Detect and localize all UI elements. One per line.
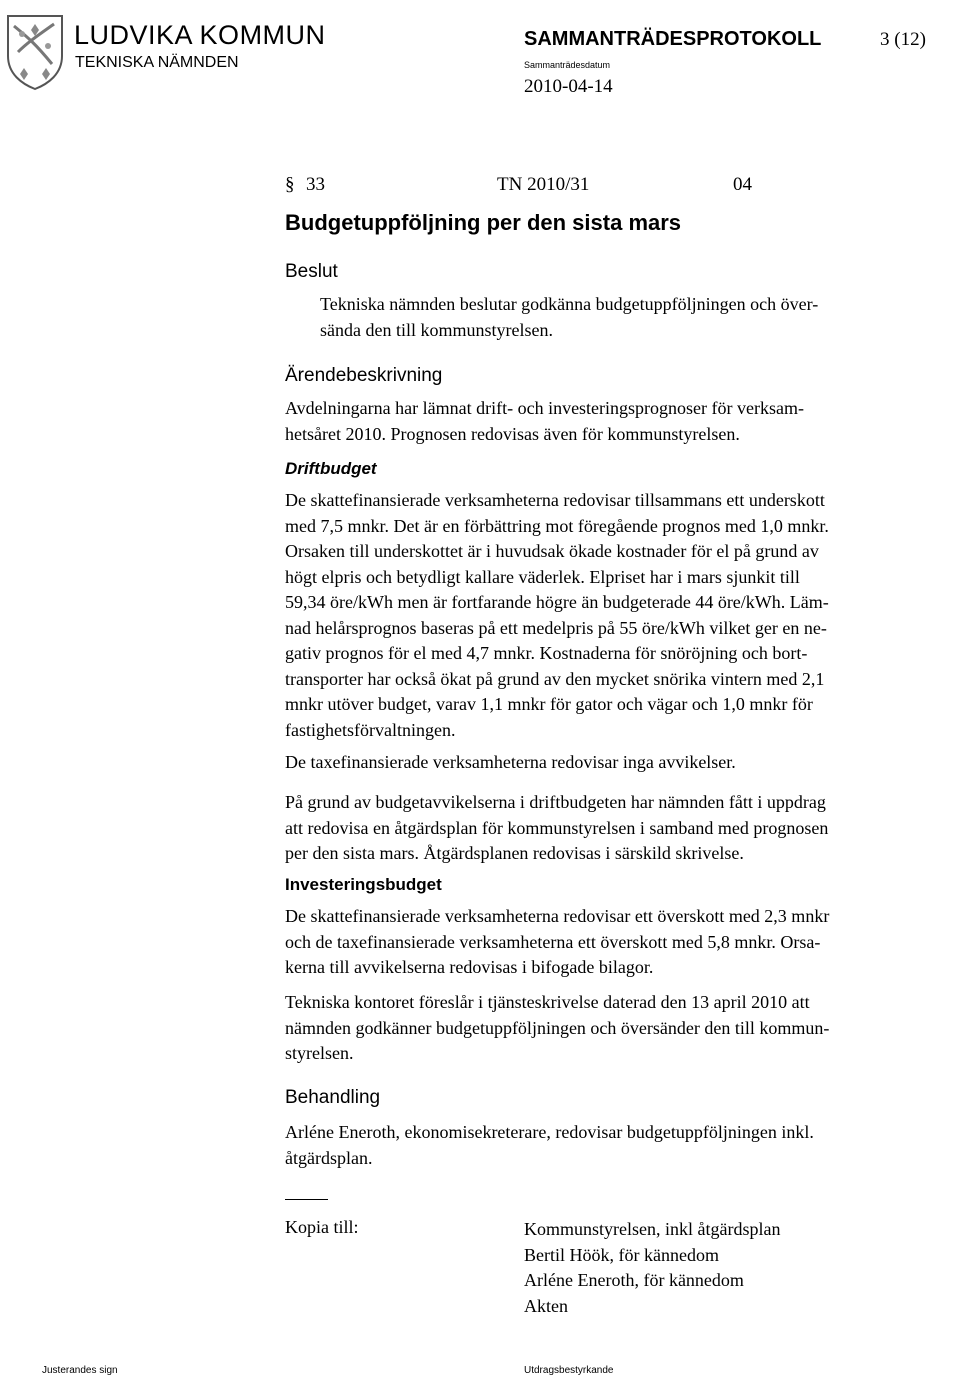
footer-extract-label: Utdragsbestyrkande [524, 1365, 614, 1376]
page-number: 3 (12) [880, 29, 926, 50]
investeringsbudget-paragraph-1 [285, 904, 829, 981]
item-number: 33 [306, 174, 325, 195]
item-reference: TN 2010/31 [497, 174, 590, 195]
list-item: Bertil Höök, för kännedom [524, 1244, 719, 1265]
text-line: styrelsen. [285, 1043, 354, 1063]
investeringsbudget-heading: Investeringsbudget [285, 875, 442, 894]
text-line: De skattefinansierade verksamheterna redovisar ett överskott med 2,3 mnkr [285, 906, 830, 926]
paragraph-sign: § [285, 174, 295, 195]
arende-text [285, 396, 804, 447]
text-line: 59,34 öre/kWh men är fortfarande högre än budgeterade 44 öre/kWh. Läm- [285, 592, 829, 612]
text-line: Avdelningarna har lämnat drift- och investeringsprognoser för verksam- [285, 398, 804, 418]
text-line: De taxefinansierade verksamheterna redovisar inga avvikelser. [285, 752, 736, 772]
text-line: med 7,5 mnkr. Det är en förbättring mot föregående prognos med 1,0 mnkr. [285, 515, 829, 536]
copy-label: Kopia till: [285, 1217, 359, 1237]
text-line: hetsåret 2010. Prognosen redovisas även för kommunstyrelsen. [285, 423, 740, 444]
text-line: nad helårsprognos baseras på ett medelpris på 55 öre/kWh vilket ger en ne- [285, 617, 827, 638]
org-name: LUDVIKA KOMMUN [74, 20, 326, 50]
item-title: Budgetuppföljning per den sista mars [285, 210, 682, 235]
driftbudget-paragraph-2 [285, 750, 736, 776]
item-code: 04 [733, 174, 752, 195]
beslut-text [320, 292, 818, 343]
text-line: fastighetsförvaltningen. [285, 719, 456, 740]
text-line: Arléne Eneroth, ekonomisekreterare, redovisar budgetuppföljningen inkl. [285, 1122, 814, 1142]
arende-heading: Ärendebeskrivning [285, 365, 443, 386]
copy-recipients [524, 1217, 780, 1319]
list-item: Arléne Eneroth, för kännedom [524, 1270, 744, 1290]
beslut-heading: Beslut [285, 261, 338, 282]
text-line: gativ prognos för el med 4,7 mnkr. Kostnaderna för snöröjning och bort- [285, 643, 808, 663]
coat-of-arms-icon [4, 12, 66, 92]
text-line: sända den till kommunstyrelsen. [320, 319, 553, 340]
text-line: nämnden godkänner budgetuppföljningen och översänder den till kommun- [285, 1017, 830, 1038]
document-title: SAMMANTRÄDESPROTOKOLL [524, 28, 822, 50]
text-line: På grund av budgetavvikelserna i driftbudgeten har nämnden fått i uppdrag [285, 792, 826, 812]
separator-line [285, 1199, 328, 1200]
behandling-text [285, 1120, 814, 1171]
text-line: åtgärdsplan. [285, 1147, 373, 1168]
driftbudget-paragraph-3 [285, 790, 828, 867]
text-line: kerna till avvikelserna redovisas i bifogade bilagor. [285, 957, 654, 977]
list-item: Kommunstyrelsen, inkl åtgärdsplan [524, 1219, 781, 1239]
driftbudget-paragraph-1 [285, 488, 829, 743]
behandling-heading: Behandling [285, 1087, 381, 1108]
text-line: att redovisa en åtgärdsplan för kommunstyrelsen i samband med prognosen [285, 817, 829, 838]
text-line: mnkr utöver budget, varav 1,1 mnkr för gator och vägar och 1,0 mnkr för [285, 694, 813, 714]
text-line: Tekniska nämnden beslutar godkänna budgetuppföljningen och över- [320, 294, 819, 314]
list-item: Akten [524, 1295, 568, 1316]
text-line: Orsaken till underskottet är i huvudsak ökade kostnader för el på grund av [285, 541, 819, 561]
text-line: transporter har också ökat på grund av den mycket snörika vintern med 2,1 [285, 668, 825, 689]
text-line: De skattefinansierade verksamheterna redovisar tillsammans ett underskott [285, 490, 825, 510]
org-unit: TEKNISKA NÄMNDEN [75, 54, 239, 71]
text-line: per den sista mars. Åtgärdsplanen redovisas i särskild skrivelse. [285, 843, 744, 863]
investeringsbudget-paragraph-2 [285, 990, 829, 1067]
driftbudget-heading: Driftbudget [285, 459, 377, 478]
meeting-date: 2010-04-14 [524, 76, 613, 97]
text-line: högt elpris och betydligt kallare väderlek. Elpriset har i mars sjunkit till [285, 566, 800, 587]
footer-sign-label: Justerandes sign [42, 1365, 118, 1376]
text-line: och de taxefinansierade verksamheterna ett överskott med 5,8 mnkr. Orsa- [285, 931, 821, 952]
text-line: Tekniska kontoret föreslår i tjänsteskrivelse daterad den 13 april 2010 att [285, 992, 810, 1012]
date-label: Sammanträdesdatum [524, 60, 611, 70]
